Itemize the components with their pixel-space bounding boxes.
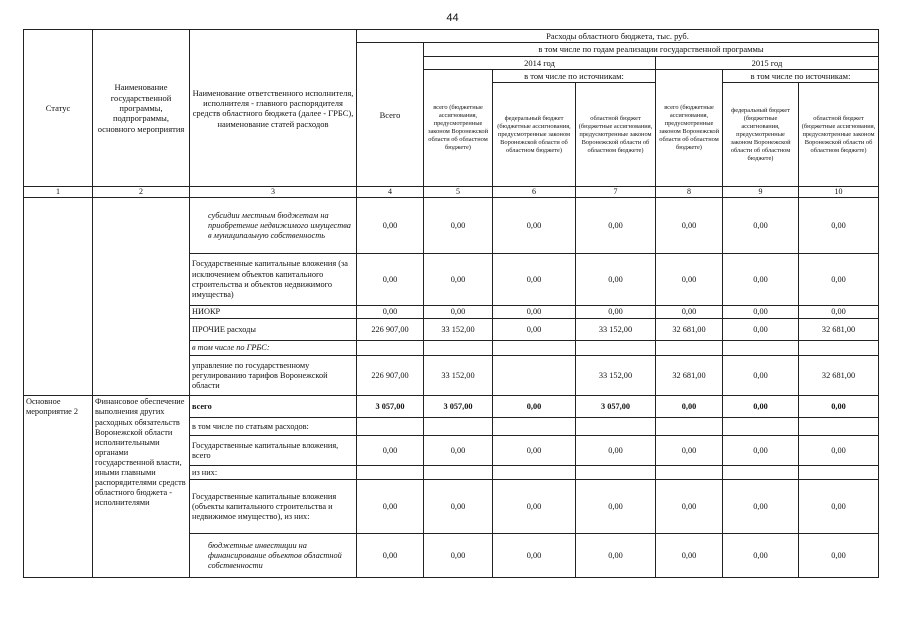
value-cell xyxy=(493,356,576,396)
row-label: в том числе по ГРБС: xyxy=(190,341,357,356)
col-number: 5 xyxy=(424,187,493,198)
value-cell: 0,00 xyxy=(493,436,576,466)
value-cell: 33 152,00 xyxy=(424,319,493,341)
header-col5: всего (бюджетные ассигнования, предусмотренные законом Воронежской области об областном бюджете) xyxy=(424,70,493,187)
value-cell: 0,00 xyxy=(656,436,723,466)
value-cell: 0,00 xyxy=(799,306,879,319)
value-cell xyxy=(656,418,723,436)
row-label: Государственные капитальные вложения, всего xyxy=(190,436,357,466)
value-cell: 0,00 xyxy=(576,306,656,319)
header-year-2014: 2014 год xyxy=(424,56,656,69)
program-cell-empty xyxy=(93,198,190,396)
value-cell: 32 681,00 xyxy=(656,319,723,341)
value-cell: 0,00 xyxy=(723,319,799,341)
value-cell xyxy=(656,341,723,356)
value-cell xyxy=(799,341,879,356)
value-cell xyxy=(799,418,879,436)
value-cell: 0,00 xyxy=(493,198,576,254)
row-label: ПРОЧИЕ расходы xyxy=(190,319,357,341)
value-cell: 0,00 xyxy=(493,396,576,418)
value-cell: 0,00 xyxy=(424,254,493,306)
header-executor: Наименование ответственного исполнителя, исполнителя - главного распорядителя средств областного бюджета (далее - ГРБС), наименование статей расходов xyxy=(190,30,357,187)
value-cell: 0,00 xyxy=(723,306,799,319)
activity-name: Финансовое обеспечение выполнения других расходных обязательств Воронежской области исполнительными органами государственной власти, иными главными распорядителями средств областного бюджета - исполнителями xyxy=(93,396,190,578)
value-cell: 0,00 xyxy=(576,436,656,466)
value-cell: 0,00 xyxy=(424,480,493,534)
value-cell xyxy=(424,466,493,480)
value-cell: 33 152,00 xyxy=(576,356,656,396)
value-cell xyxy=(493,466,576,480)
value-cell: 226 907,00 xyxy=(357,356,424,396)
value-cell: 0,00 xyxy=(723,480,799,534)
col-number: 6 xyxy=(493,187,576,198)
table-row xyxy=(24,396,879,418)
value-cell: 0,00 xyxy=(723,534,799,578)
value-cell: 0,00 xyxy=(357,198,424,254)
value-cell xyxy=(576,341,656,356)
value-cell xyxy=(576,418,656,436)
value-cell: 0,00 xyxy=(799,396,879,418)
value-cell: 0,00 xyxy=(723,198,799,254)
value-cell: 0,00 xyxy=(493,254,576,306)
status-cell-empty xyxy=(24,198,93,396)
header-total: Всего xyxy=(357,43,424,187)
value-cell: 0,00 xyxy=(493,319,576,341)
value-cell: 0,00 xyxy=(424,198,493,254)
value-cell: 0,00 xyxy=(723,436,799,466)
header-sources-2015: в том числе по источникам: xyxy=(723,70,879,83)
header-program-name: Наименование государственной программы, подпрограммы, основного мероприятия xyxy=(93,30,190,187)
value-cell xyxy=(357,418,424,436)
value-cell: 32 681,00 xyxy=(656,356,723,396)
row-label: бюджетные инвестиции на финансирование объектов областной собственности xyxy=(190,534,357,578)
value-cell: 0,00 xyxy=(656,254,723,306)
header-col6: федеральный бюджет (бюджетные ассигнования, предусмотренные законом Воронежской области об областном бюджете) xyxy=(493,83,576,187)
value-cell: 0,00 xyxy=(357,480,424,534)
row-label: в том числе по статьям расходов: xyxy=(190,418,357,436)
row-label: субсидии местным бюджетам на приобретение недвижимого имущества в муниципальную собственность xyxy=(190,198,357,254)
value-cell xyxy=(357,341,424,356)
header-expenses-title: Расходы областного бюджета, тыс. руб. xyxy=(357,30,879,43)
value-cell: 0,00 xyxy=(493,306,576,319)
value-cell: 226 907,00 xyxy=(357,319,424,341)
value-cell: 0,00 xyxy=(799,436,879,466)
value-cell xyxy=(723,341,799,356)
value-cell xyxy=(357,466,424,480)
value-cell: 32 681,00 xyxy=(799,319,879,341)
header-col7: областной бюджет (бюджетные ассигнования, предусмотренные законом Воронежской области об областном бюджете) xyxy=(576,83,656,187)
value-cell: 0,00 xyxy=(723,356,799,396)
col-number: 10 xyxy=(799,187,879,198)
value-cell: 0,00 xyxy=(576,480,656,534)
header-sources-2014: в том числе по источникам: xyxy=(493,70,656,83)
value-cell xyxy=(656,466,723,480)
activity-status: Основное мероприятие 2 xyxy=(24,396,93,578)
row-label: всего xyxy=(190,396,357,418)
value-cell xyxy=(723,418,799,436)
value-cell: 3 057,00 xyxy=(424,396,493,418)
value-cell: 0,00 xyxy=(656,534,723,578)
value-cell xyxy=(493,341,576,356)
value-cell xyxy=(424,418,493,436)
value-cell: 3 057,00 xyxy=(576,396,656,418)
row-label: Государственные капитальные вложения (объекты капитального строительства и недвижимое имущество), из них: xyxy=(190,480,357,534)
value-cell: 0,00 xyxy=(576,534,656,578)
value-cell: 0,00 xyxy=(656,480,723,534)
value-cell xyxy=(723,466,799,480)
row-label: управление по государственному регулированию тарифов Воронежской области xyxy=(190,356,357,396)
value-cell: 0,00 xyxy=(799,198,879,254)
value-cell: 0,00 xyxy=(493,480,576,534)
row-label: из них: xyxy=(190,466,357,480)
value-cell: 0,00 xyxy=(357,254,424,306)
row-label: Государственные капитальные вложения (за исключением объектов капитального строительства и объектов недвижимого имущества) xyxy=(190,254,357,306)
budget-table xyxy=(23,29,879,578)
value-cell: 0,00 xyxy=(424,534,493,578)
header-col10: областной бюджет (бюджетные ассигнования, предусмотренные законом Воронежской области об областном бюджете) xyxy=(799,83,879,187)
value-cell: 0,00 xyxy=(576,198,656,254)
value-cell: 0,00 xyxy=(493,534,576,578)
value-cell: 0,00 xyxy=(424,436,493,466)
value-cell: 32 681,00 xyxy=(799,356,879,396)
header-year-2015: 2015 год xyxy=(656,56,879,69)
value-cell: 0,00 xyxy=(799,480,879,534)
value-cell xyxy=(576,466,656,480)
value-cell: 0,00 xyxy=(799,534,879,578)
column-numbers-row xyxy=(24,187,879,198)
value-cell: 33 152,00 xyxy=(576,319,656,341)
header-col9: федеральный бюджет (бюджетные ассигнования, предусмотренные законом Воронежской области об областном бюджете) xyxy=(723,83,799,187)
value-cell: 0,00 xyxy=(357,436,424,466)
value-cell: 0,00 xyxy=(656,396,723,418)
col-number: 8 xyxy=(656,187,723,198)
value-cell: 0,00 xyxy=(424,306,493,319)
value-cell: 0,00 xyxy=(656,306,723,319)
row-label: НИОКР xyxy=(190,306,357,319)
table-row xyxy=(24,198,879,254)
header-col8: всего (бюджетные ассигнования, предусмотренные законом Воронежской области об областном бюджете) xyxy=(656,70,723,187)
value-cell: 0,00 xyxy=(357,306,424,319)
value-cell xyxy=(424,341,493,356)
value-cell xyxy=(799,466,879,480)
value-cell: 0,00 xyxy=(656,198,723,254)
value-cell: 0,00 xyxy=(576,254,656,306)
col-number: 2 xyxy=(93,187,190,198)
header-by-years: в том числе по годам реализации государственной программы xyxy=(424,43,879,56)
value-cell: 0,00 xyxy=(723,396,799,418)
col-number: 3 xyxy=(190,187,357,198)
value-cell: 0,00 xyxy=(723,254,799,306)
col-number: 9 xyxy=(723,187,799,198)
value-cell xyxy=(493,418,576,436)
value-cell: 3 057,00 xyxy=(357,396,424,418)
col-number: 4 xyxy=(357,187,424,198)
value-cell: 0,00 xyxy=(357,534,424,578)
col-number: 7 xyxy=(576,187,656,198)
value-cell: 33 152,00 xyxy=(424,356,493,396)
page-number: 44 xyxy=(446,12,459,24)
col-number: 1 xyxy=(24,187,93,198)
value-cell: 0,00 xyxy=(799,254,879,306)
header-status: Статус xyxy=(24,30,93,187)
